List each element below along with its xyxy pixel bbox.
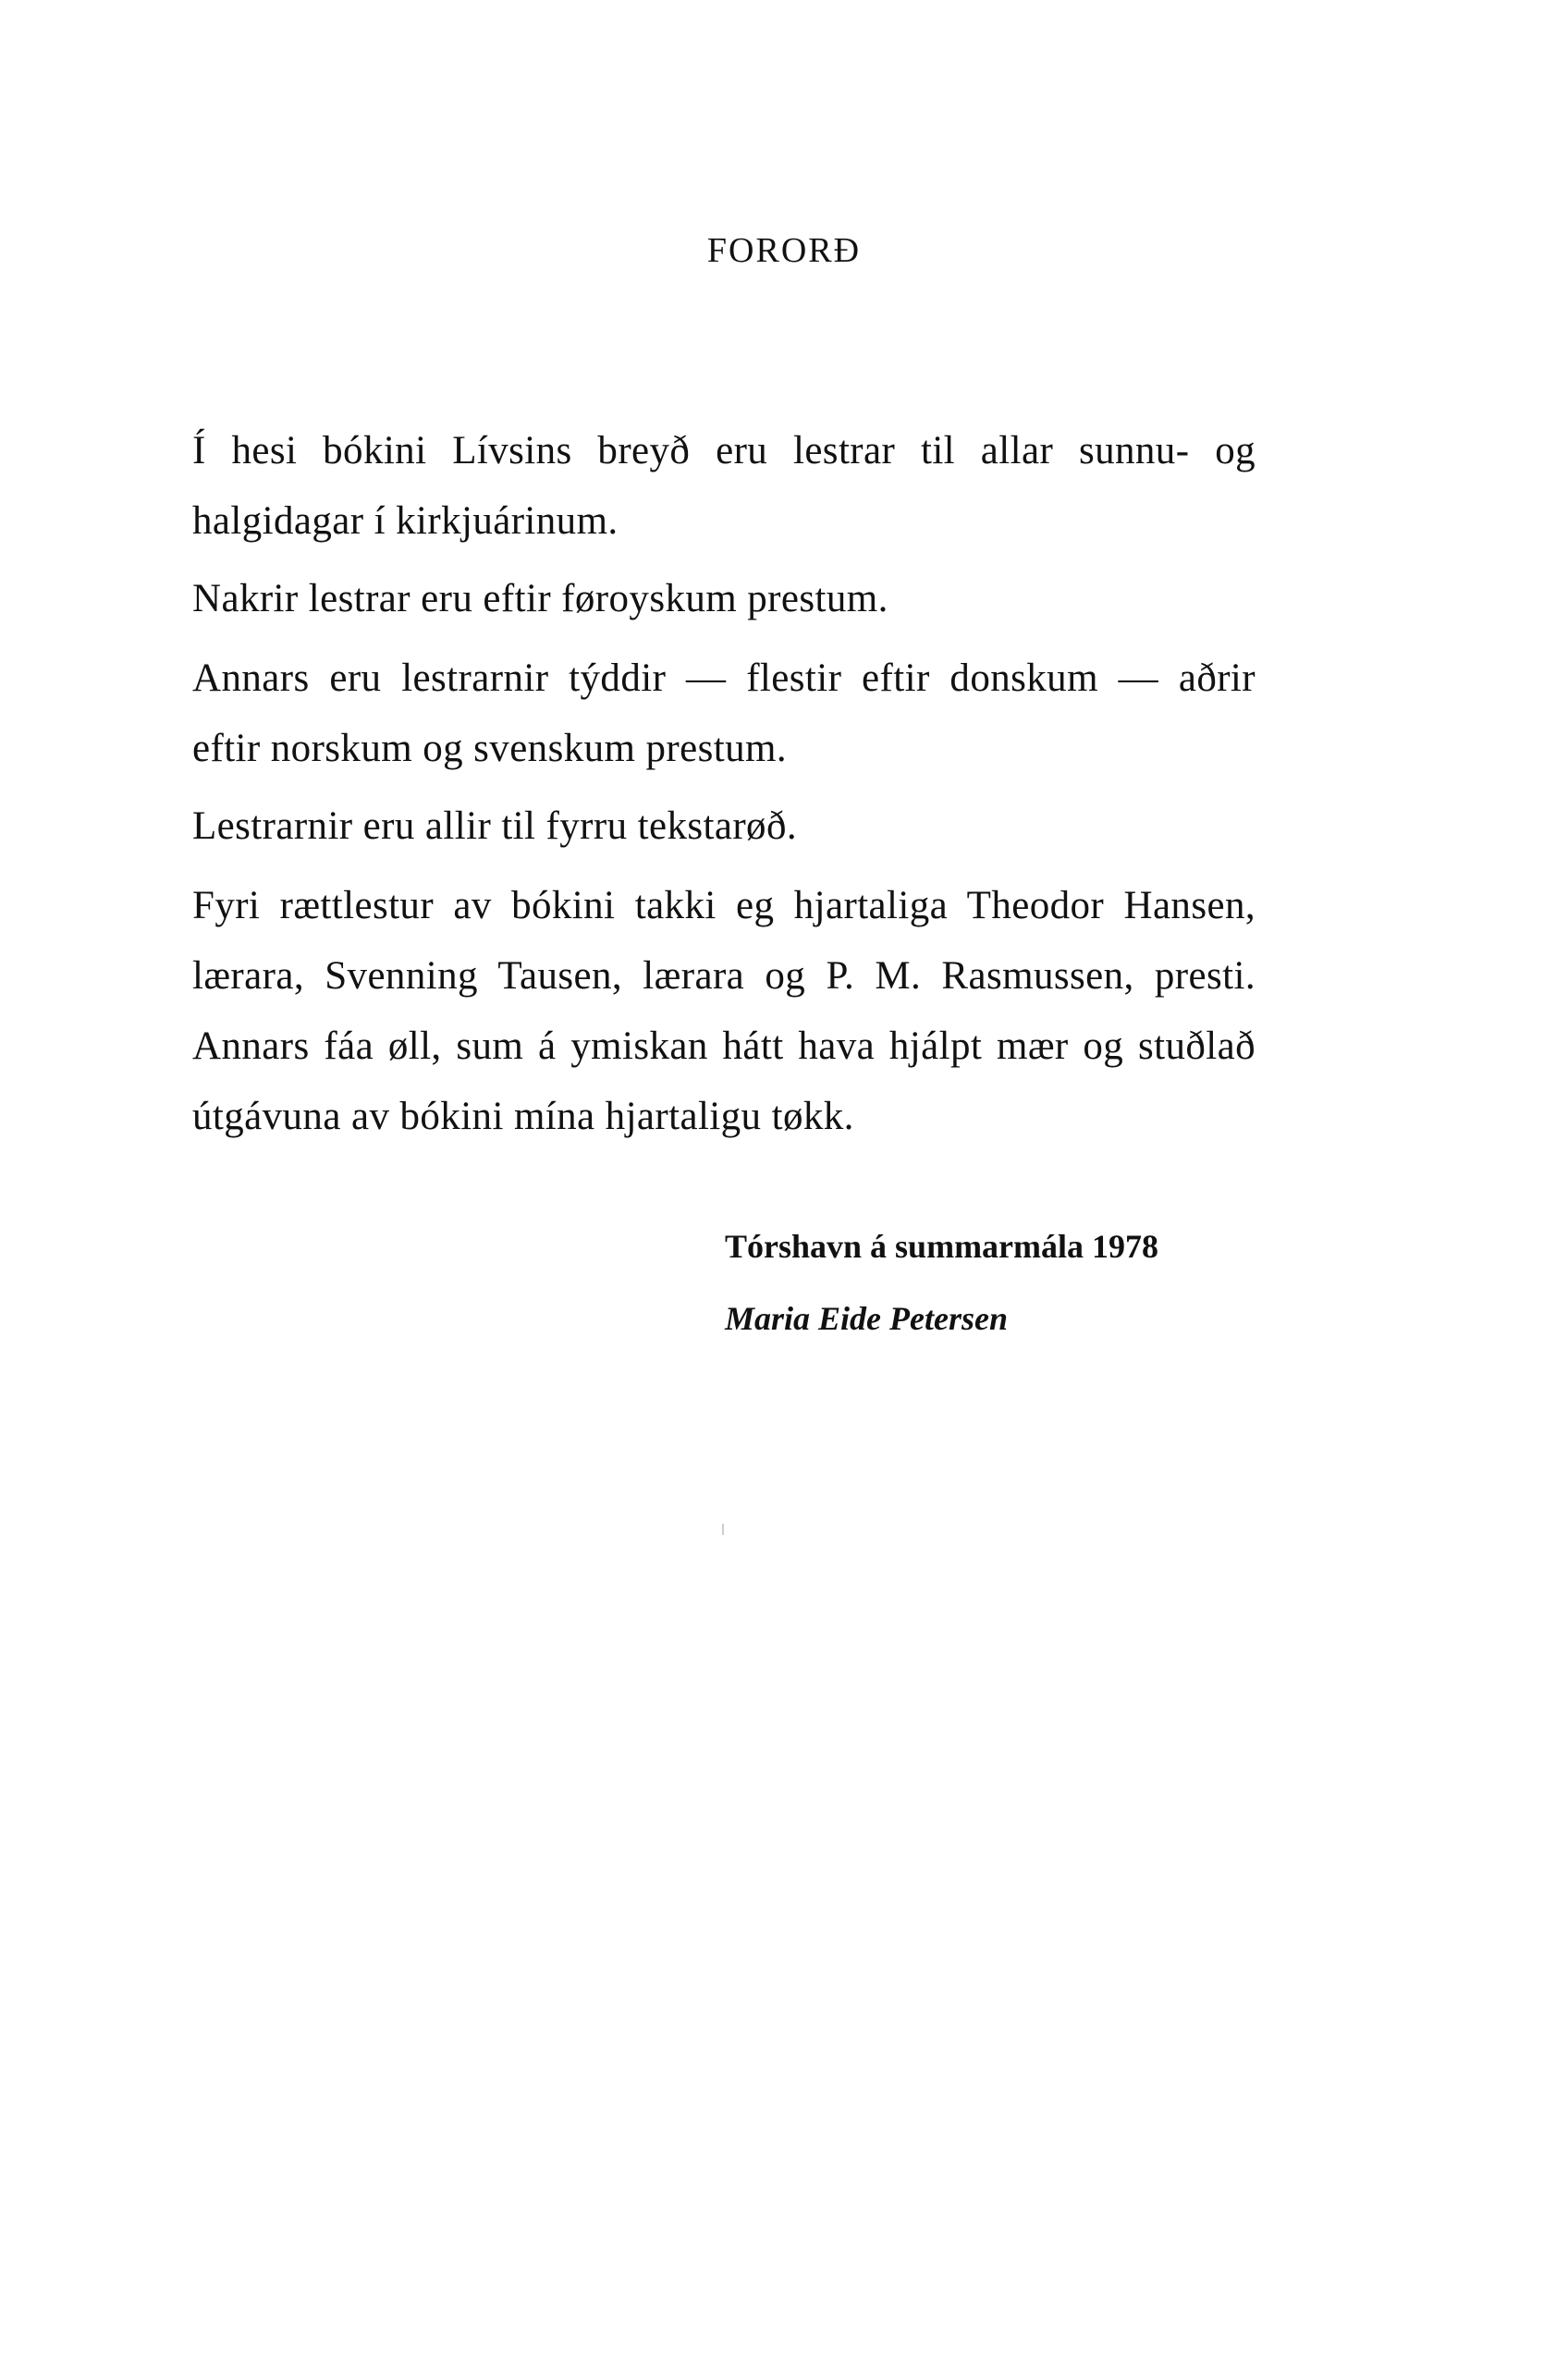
page-title: FORORÐ [706,231,862,270]
paragraph-5-line-1: Fyri rættlestur av bókini takki eg hjartaliga Theodor Hansen, [192,884,1256,927]
paragraph-1-line-2: halgidagar í kirkjuárinum. [192,499,619,543]
paragraph-3-line-2: eftir norskum og svenskum prestum. [192,727,787,770]
paragraph-3-line-1: Annars eru lestrarnir týddir — flestir eftir donskum — aðrir [192,656,1256,700]
paragraph-4-line-1: Lestrarnir eru allir til fyrru tekstarøð. [192,804,797,848]
scan-speck [722,1524,724,1535]
place-date: Tórshavn á summarmála 1978 [725,1228,1159,1265]
author-signature: Maria Eide Petersen [725,1300,1008,1337]
paragraph-2-line-1: Nakrir lestrar eru eftir føroyskum prestum. [192,577,888,620]
paragraph-5-line-4: útgávuna av bókini mína hjartaligu tøkk. [192,1095,854,1138]
paragraph-5-line-3: Annars fáa øll, sum á ymiskan hátt hava hjálpt mær og stuðlað [192,1024,1256,1068]
paragraph-5-line-2: lærara, Svenning Tausen, lærara og P. M. Rasmussen, presti. [192,954,1256,998]
paragraph-1-line-1: Í hesi bókini Lívsins breyð eru lestrar til allar sunnu- og [192,429,1256,472]
